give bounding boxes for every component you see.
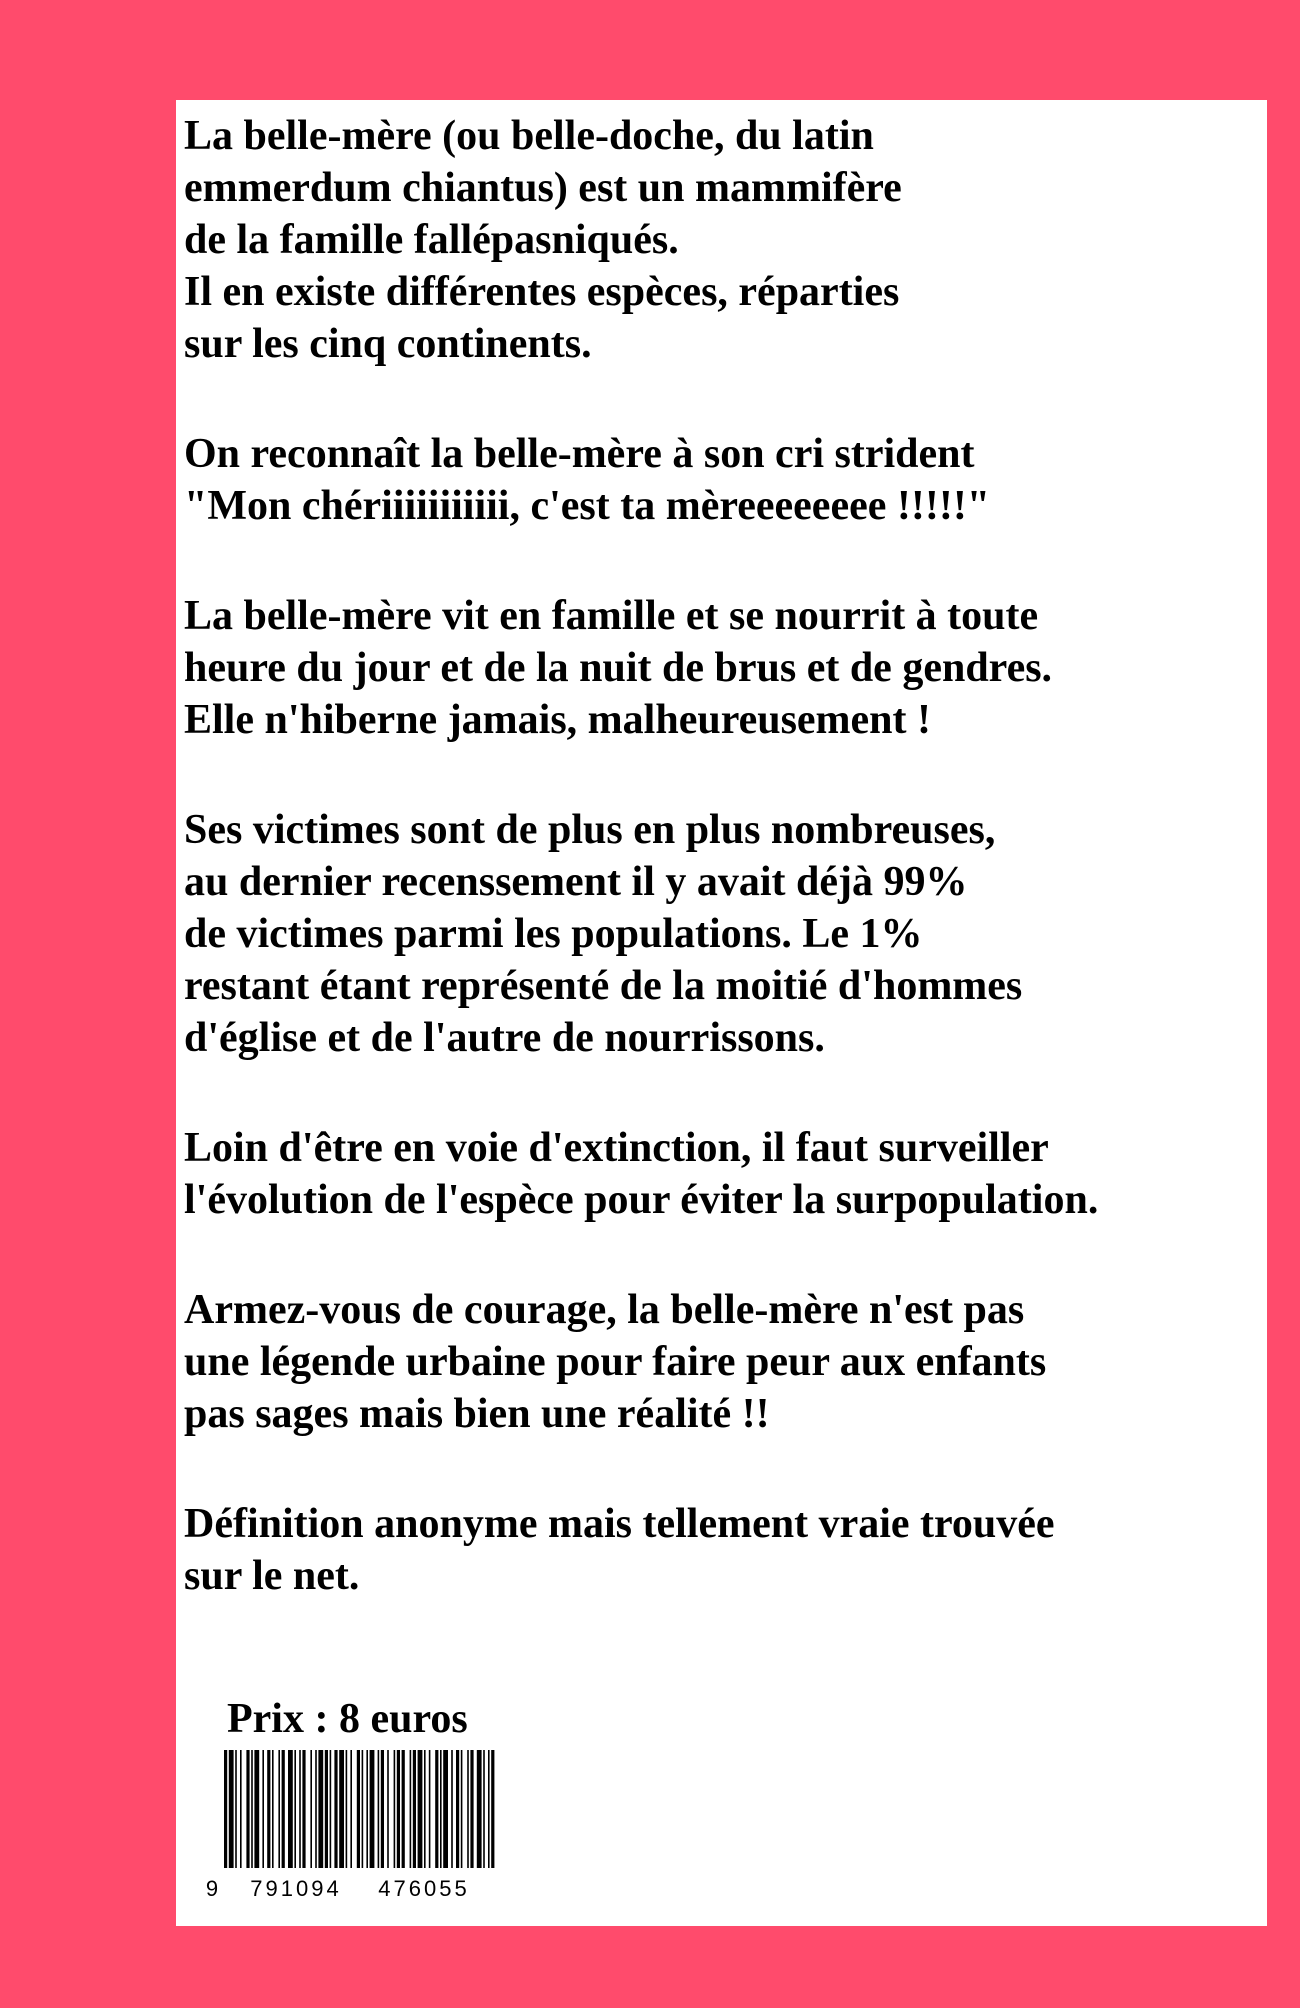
barcode-bar: [246, 1750, 249, 1868]
text-line: une légende urbaine pour faire peur aux enfants: [184, 1339, 1047, 1385]
text-line: l'évolution de l'espèce pour éviter la surpopulation.: [184, 1177, 1099, 1223]
barcode-bar: [282, 1750, 285, 1868]
barcode-bar: [477, 1750, 482, 1868]
barcode-bar: [467, 1750, 469, 1868]
barcode-bar: [224, 1750, 227, 1868]
text-line: sur les cinq continents.: [184, 321, 592, 367]
text-line: emmerdum chiantus) est un mammifère: [184, 165, 902, 211]
barcode-bar: [240, 1750, 242, 1868]
text-line: Armez-vous de courage, la belle-mère n'est pas: [184, 1287, 1025, 1333]
barcode-bar: [339, 1750, 344, 1868]
barcode-bar: [418, 1750, 423, 1868]
text-line: restant étant représenté de la moitié d'hommes: [184, 963, 1023, 1009]
barcode-bar: [440, 1750, 442, 1868]
barcode-bar: [370, 1750, 375, 1868]
paragraph: [184, 804, 1259, 1064]
text-line: sur le net.: [184, 1553, 360, 1599]
barcode-bar: [381, 1750, 384, 1868]
barcode-bar: [294, 1750, 296, 1868]
text-line: Ses victimes sont de plus en plus nombreuses,: [184, 807, 996, 853]
barcode-bar: [410, 1750, 412, 1868]
barcode-graphic: [200, 1750, 502, 1902]
barcode-bar: [357, 1750, 360, 1868]
text-line: "Mon chériiiiiiiiiii, c'est ta mèreeeeeeee !!!!!": [184, 483, 991, 529]
barcode-bar: [315, 1750, 317, 1868]
barcode-bar: [456, 1750, 459, 1868]
barcode-bar: [394, 1750, 396, 1868]
barcode-bar: [397, 1750, 400, 1868]
paragraph: [184, 1498, 1259, 1602]
barcode-bar: [288, 1750, 293, 1868]
paragraph: [184, 110, 1259, 370]
barcode-bar: [334, 1750, 337, 1868]
text-line: d'église et de l'autre de nourrissons.: [184, 1015, 825, 1061]
text-line: Loin d'être en voie d'extinction, il faut surveiller: [184, 1125, 1049, 1171]
barcode-bar: [251, 1750, 253, 1868]
barcode-bar: [254, 1750, 259, 1868]
paragraph: [184, 428, 1259, 532]
barcode-bar: [318, 1750, 323, 1868]
barcode-bar: [387, 1750, 389, 1868]
barcode-bar: [325, 1750, 328, 1868]
paragraph: [184, 1122, 1259, 1226]
barcode-bar: [278, 1750, 280, 1868]
barcode-bar: [299, 1750, 301, 1868]
barcode-bar: [461, 1750, 463, 1868]
barcode-bar: [235, 1750, 237, 1868]
paragraph: [184, 1284, 1259, 1440]
paragraph: [184, 590, 1259, 746]
barcode-bar: [262, 1750, 264, 1868]
barcode-bar: [488, 1750, 490, 1868]
barcode-bar: [413, 1750, 416, 1868]
text-line: heure du jour et de la nuit de brus et de gendres.: [184, 645, 1053, 691]
barcode-bar: [402, 1750, 405, 1868]
barcode-bar: [267, 1750, 270, 1868]
barcode: [200, 1750, 502, 1902]
text-line: On reconnaît la belle-mère à son cri strident: [184, 431, 975, 477]
barcode-bar: [429, 1750, 431, 1868]
barcode-bar: [272, 1750, 274, 1868]
barcode-bar: [491, 1750, 494, 1868]
barcode-bar: [451, 1750, 453, 1868]
barcode-bar: [330, 1750, 332, 1868]
barcode-bar: [362, 1750, 364, 1868]
text-line: La belle-mère (ou belle-doche, du latin: [184, 113, 874, 159]
text-line: de la famille fallépasniqués.: [184, 217, 679, 263]
text-line: Définition anonyme mais tellement vraie trouvée: [184, 1501, 1055, 1547]
barcode-bar: [302, 1750, 305, 1868]
barcode-bar: [435, 1750, 438, 1868]
price-label: Prix : 8 euros: [227, 1696, 468, 1742]
text-line: Elle n'hiberne jamais, malheureusement !: [184, 697, 932, 743]
text-line: pas sages mais bien une réalité !!: [184, 1391, 770, 1437]
barcode-bar: [443, 1750, 448, 1868]
barcode-digits-right: 476055: [378, 1876, 470, 1901]
barcode-bar: [366, 1750, 368, 1868]
back-cover-page: [176, 100, 1267, 1926]
barcode-bar: [378, 1750, 380, 1868]
text-line: La belle-mère vit en famille et se nourrit à toute: [184, 593, 1039, 639]
barcode-bar: [229, 1750, 234, 1868]
barcode-bar: [350, 1750, 352, 1868]
barcode-bar: [483, 1750, 485, 1868]
text-line: de victimes parmi les populations. Le 1%: [184, 911, 923, 957]
barcode-digit-first: 9: [205, 1876, 219, 1901]
text-line: Il en existe différentes espèces, réparties: [184, 269, 900, 315]
description-text: [184, 110, 1259, 1660]
barcode-digits-left: 791094: [250, 1876, 342, 1901]
barcode-bar: [470, 1750, 473, 1868]
text-line: au dernier recenssement il y avait déjà 99%: [184, 859, 968, 905]
barcode-bar: [424, 1750, 426, 1868]
barcode-bar: [310, 1750, 312, 1868]
barcode-bar: [346, 1750, 348, 1868]
